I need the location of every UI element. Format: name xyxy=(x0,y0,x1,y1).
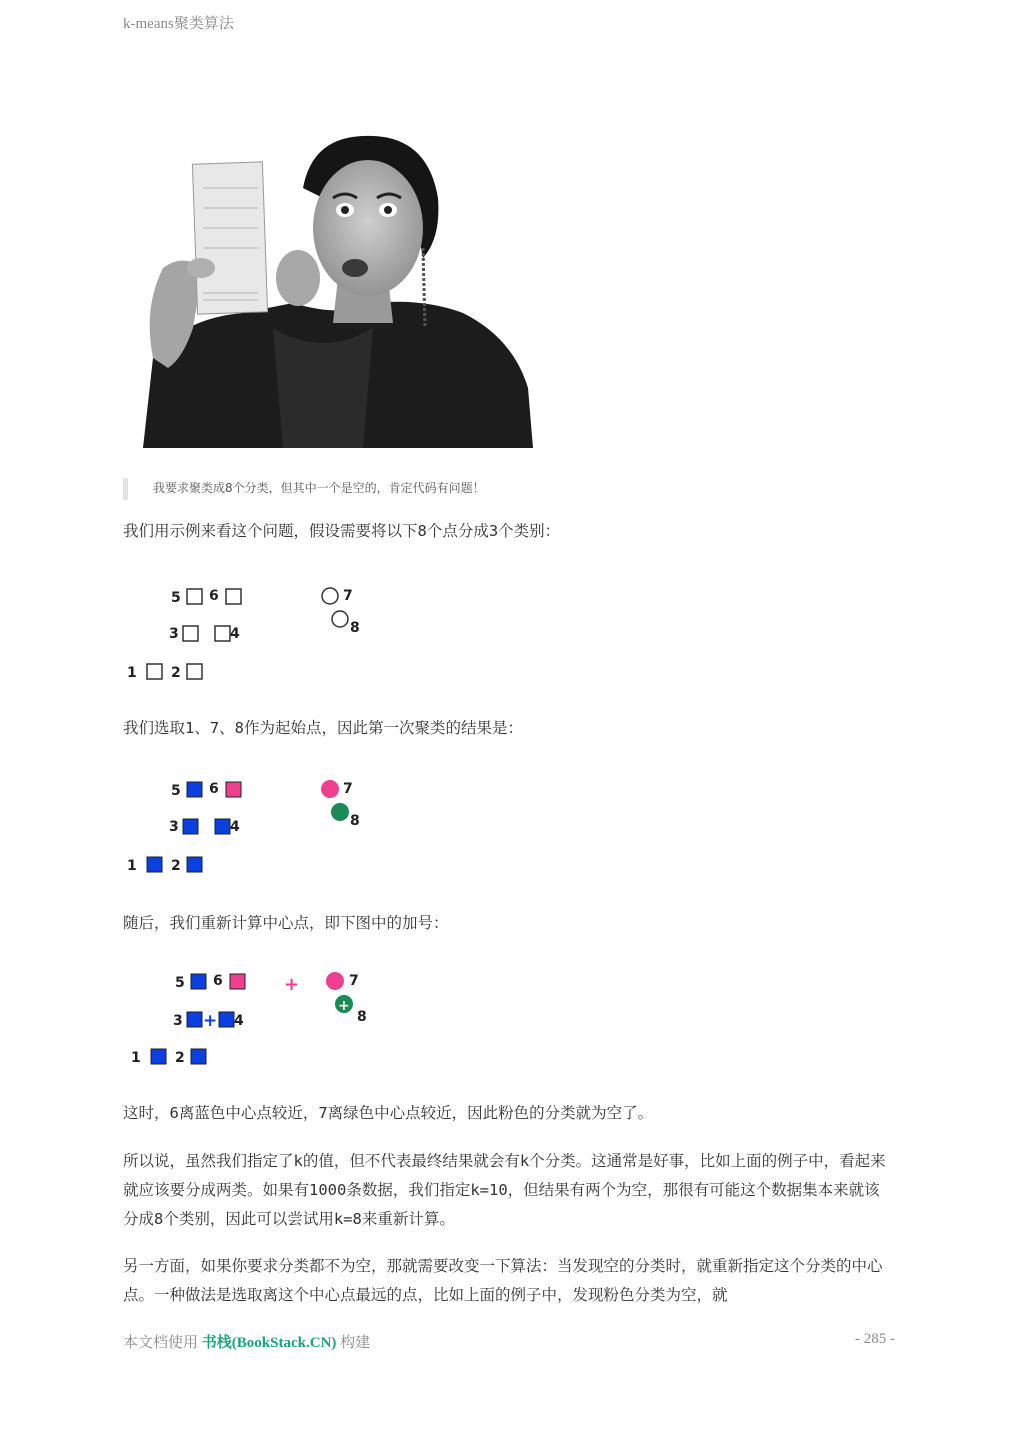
label-8: 8 xyxy=(357,1009,367,1025)
paragraph-5: 所以说，虽然我们指定了k的值，但不代表最终结果就会有k个分类。这通常是好事，比如上面的例子中，看起来就应该要分成两类。如果有1000条数据，我们指定k=10，但结果有两个为空，那很有可能这个数据集本来就该分成8个类别，因此可以尝试用k=8来重新计算。 xyxy=(123,1152,886,1228)
label-6: 6 xyxy=(209,781,219,797)
point-6 xyxy=(226,782,241,797)
figure-initial-points xyxy=(123,578,383,693)
figure-first-clustering xyxy=(123,771,383,886)
point-4 xyxy=(219,1012,234,1027)
point-3 xyxy=(187,1012,202,1027)
label-4: 4 xyxy=(234,1013,244,1029)
label-5: 5 xyxy=(171,783,181,799)
point-8 xyxy=(332,611,348,627)
page-number: - 285 - xyxy=(855,1331,895,1347)
point-4 xyxy=(215,819,230,834)
green-center-plus-icon: + xyxy=(338,998,350,1014)
point-3 xyxy=(183,626,198,641)
point-2 xyxy=(187,664,202,679)
quote-block xyxy=(123,478,893,500)
footer-prefix: 本文档使用 xyxy=(123,1335,202,1351)
paragraph-2: 我们选取1、7、8作为起始点，因此第一次聚类的结果是： xyxy=(123,719,523,737)
figure-recomputed-centers xyxy=(123,963,383,1078)
paragraph-3: 随后，我们重新计算中心点，即下图中的加号： xyxy=(123,914,449,932)
point-6 xyxy=(226,589,241,604)
photo-woman-holding-paper xyxy=(123,128,533,448)
label-6: 6 xyxy=(209,588,219,604)
label-1: 1 xyxy=(131,1050,141,1066)
label-1: 1 xyxy=(127,665,137,681)
paragraph-6: 另一方面，如果你要求分类都不为空，那就需要改变一下算法：当发现空的分类时，就重新指定这个分类的中心点。一种做法是选取离这个中心点最远的点，比如上面的例子中，发现粉色分类为空，就 xyxy=(123,1257,883,1304)
point-5 xyxy=(191,974,206,989)
label-5: 5 xyxy=(175,975,185,991)
label-2: 2 xyxy=(175,1050,185,1066)
point-3 xyxy=(183,819,198,834)
label-3: 3 xyxy=(169,626,179,642)
point-4 xyxy=(215,626,230,641)
label-8: 8 xyxy=(350,813,360,829)
point-7 xyxy=(322,588,338,604)
label-3: 3 xyxy=(173,1013,183,1029)
label-4: 4 xyxy=(230,819,240,835)
point-8 xyxy=(331,803,349,821)
label-6: 6 xyxy=(213,973,223,989)
point-6 xyxy=(230,974,245,989)
quote-text: 我要求聚类成8个分类，但其中一个是空的，肯定代码有问题！ xyxy=(153,481,485,495)
point-1 xyxy=(147,857,162,872)
paragraph-4: 这时，6离蓝色中心点较近，7离绿色中心点较近，因此粉色的分类就为空了。 xyxy=(123,1104,654,1122)
label-2: 2 xyxy=(171,858,181,874)
point-7 xyxy=(321,780,339,798)
label-3: 3 xyxy=(169,819,179,835)
paragraph-1: 我们用示例来看这个问题，假设需要将以下8个点分成3个类别： xyxy=(123,522,561,540)
header-title: k-means聚类算法 xyxy=(123,16,234,32)
blue-center-plus-icon: + xyxy=(203,1011,218,1031)
pink-center-plus-icon: + xyxy=(284,974,300,995)
label-5: 5 xyxy=(171,590,181,606)
label-1: 1 xyxy=(127,858,137,874)
point-5 xyxy=(187,589,202,604)
label-8: 8 xyxy=(350,620,360,636)
label-4: 4 xyxy=(230,626,240,642)
point-5 xyxy=(187,782,202,797)
footer-brand-link[interactable]: 书栈(BookStack.CN) xyxy=(201,1335,337,1351)
point-1 xyxy=(147,664,162,679)
point-2 xyxy=(191,1049,206,1064)
point-1 xyxy=(151,1049,166,1064)
point-2 xyxy=(187,857,202,872)
label-7: 7 xyxy=(349,973,359,989)
footer-suffix: 构建 xyxy=(336,1335,371,1351)
point-7 xyxy=(326,972,344,990)
label-2: 2 xyxy=(171,665,181,681)
footer-credit xyxy=(123,1331,370,1352)
label-7: 7 xyxy=(343,588,353,604)
label-7: 7 xyxy=(343,781,353,797)
